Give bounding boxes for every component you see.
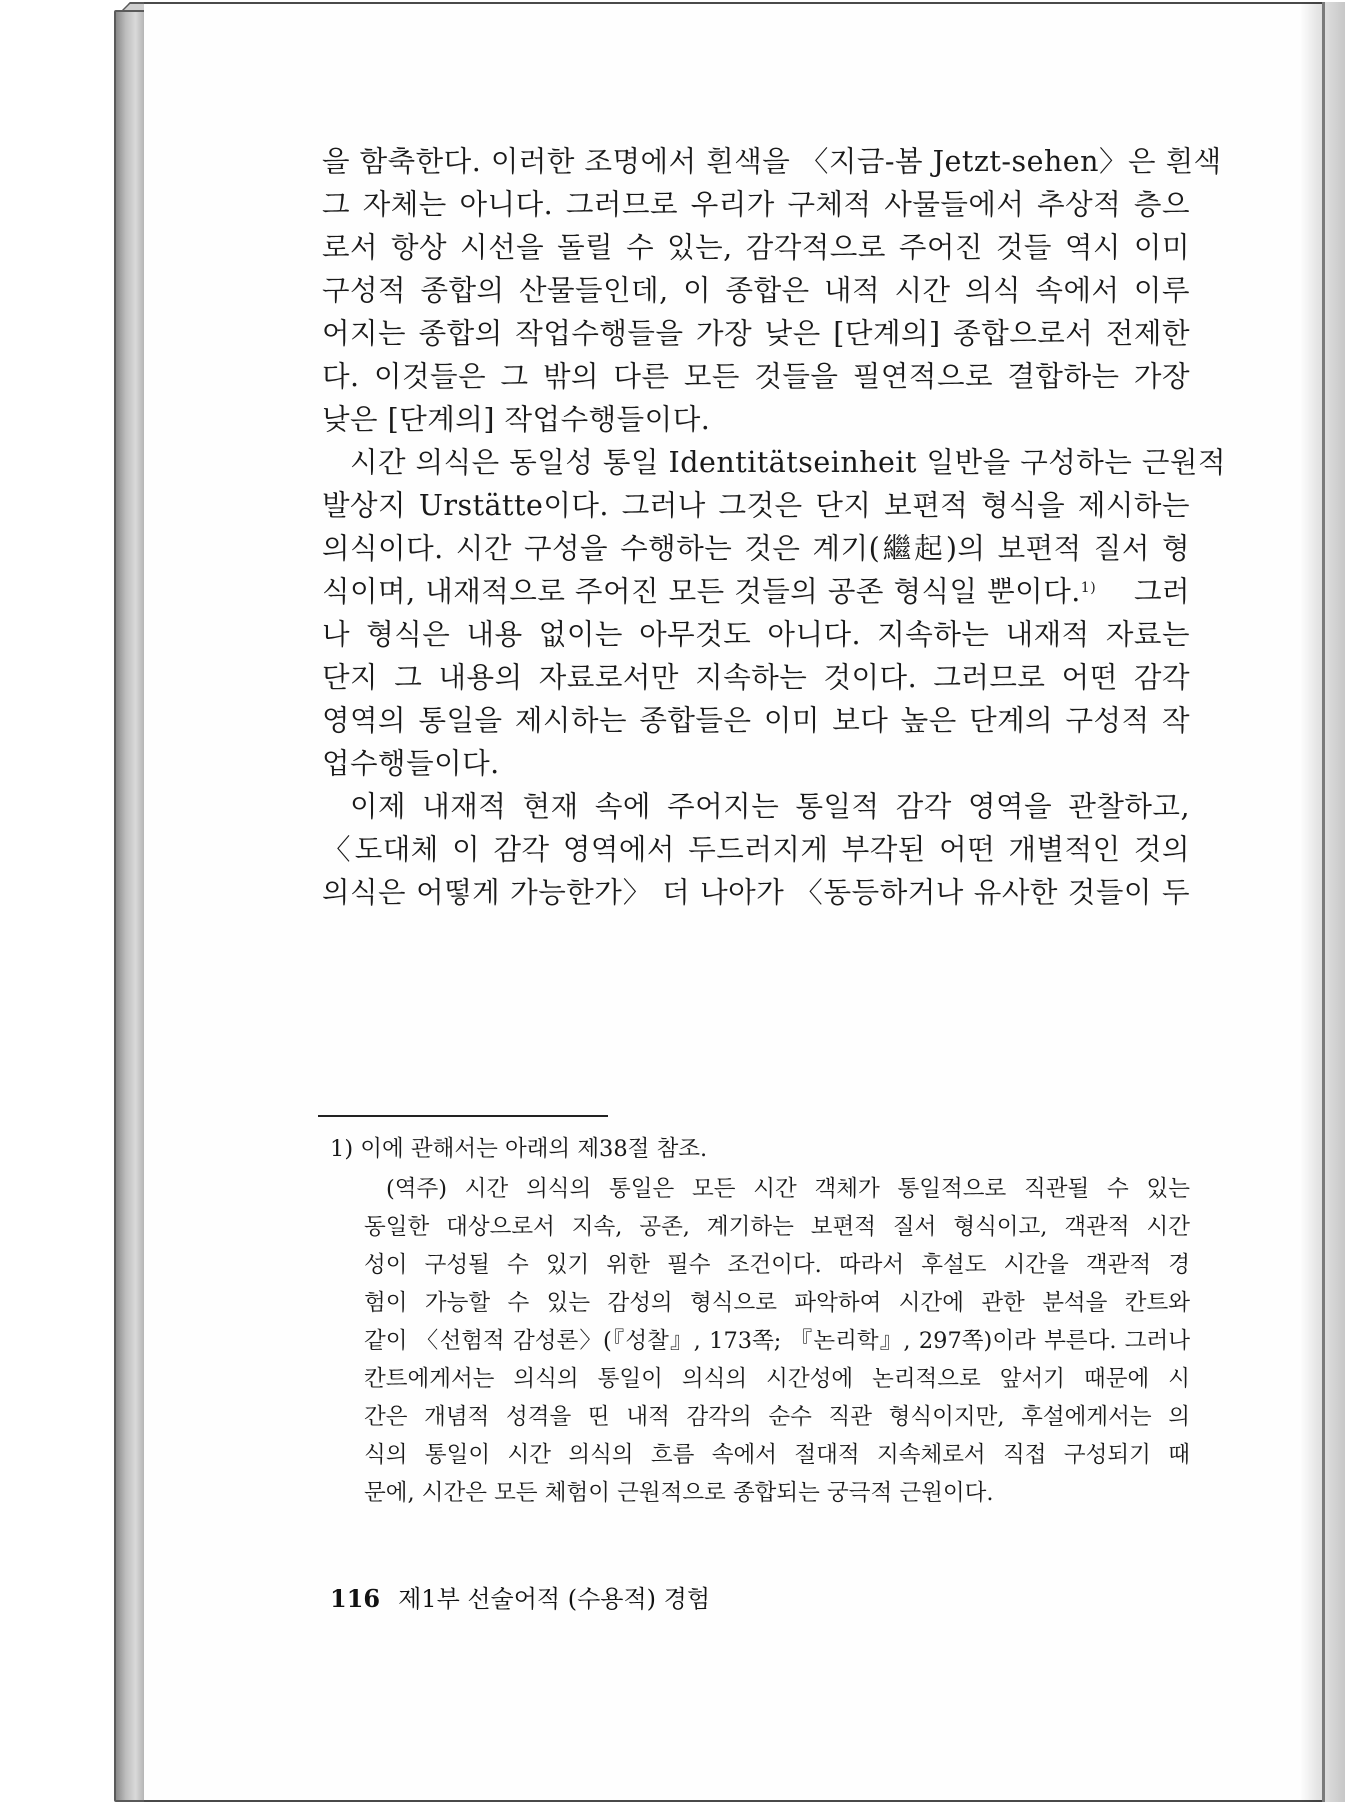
body-line: 을 함축한다. 이러한 조명에서 흰색을 〈지금-봄 Jetzt-sehen〉은 흰색 [322, 145, 1222, 178]
translator-note-line: 문에, 시간은 모든 체험이 근원적으로 종합되는 궁극적 근원이다. [364, 1480, 994, 1506]
body-line: 다. 이것들은 그 밖의 다른 모든 것들을 필연적으로 결합하는 가장 [322, 360, 1190, 393]
body-line: 발상지 Urstätte이다. 그러나 그것은 단지 보편적 형식을 제시하는 [322, 489, 1190, 522]
body-line: 어지는 종합의 작업수행들을 가장 낮은 [단계의] 종합으로서 전제한 [322, 317, 1190, 350]
body-line: 영역의 통일을 제시하는 종합들은 이미 보다 높은 단계의 구성적 작 [322, 704, 1190, 737]
translator-note-line: 식의 통일이 시간 의식의 흐름 속에서 절대적 지속체로서 직접 구성되기 때 [364, 1442, 1190, 1468]
footnote-rule [318, 1115, 608, 1117]
body-line: 나 형식은 내용 없이는 아무것도 아니다. 지속하는 내재적 자료는 [322, 618, 1190, 651]
translator-note-line: (역주) 시간 의식의 통일은 모든 시간 객체가 통일적으로 직관될 수 있는 [386, 1176, 1190, 1202]
translator-note-line: 간은 개념적 성격을 띤 내적 감각의 순수 직관 형식이지만, 후설에게서는 의 [364, 1404, 1190, 1430]
running-head: 제1부 선술어적 (수용적) 경험 [398, 1585, 711, 1613]
body-line-text: 식이며, 내재적으로 주어진 모든 것들의 공존 형식일 뿐이다. [322, 575, 1081, 608]
translator-note-line: 동일한 대상으로서 지속, 공존, 계기하는 보편적 질서 형식이고, 객관적 시간 [364, 1214, 1190, 1240]
book-spine [114, 10, 146, 1802]
body-line: 그 자체는 아니다. 그러므로 우리가 구체적 사물들에서 추상적 층으 [322, 188, 1190, 221]
translator-note-line: 성이 구성될 수 있기 위한 필수 조건이다. 따라서 후설도 시간을 객관적 경 [364, 1252, 1190, 1278]
body-line: 시간 의식은 동일성 통일 Identitätseinheit 일반을 구성하는 근원적 [350, 446, 1226, 479]
translator-note-line: 험이 가능할 수 있는 감성의 형식으로 파악하여 시간에 관한 분석을 칸트와 [364, 1290, 1190, 1316]
page-number: 116 [330, 1584, 381, 1613]
page-right-edge [1322, 2, 1325, 1802]
body-line: 단지 그 내용의 자료로서만 지속하는 것이다. 그러므로 어떤 감각 [322, 661, 1190, 694]
body-line: 로서 항상 시선을 돌릴 수 있는, 감각적으로 주어진 것들 역시 이미 [322, 231, 1190, 264]
body-line: 〈도대체 이 감각 영역에서 두드러지게 부각된 어떤 개별적인 것의 [322, 833, 1190, 866]
body-line: 업수행들이다. [322, 747, 500, 780]
translator-note-line: 칸트에게서는 의식의 통일이 의식의 시간성에 논리적으로 앞서기 때문에 시 [364, 1366, 1190, 1392]
body-line: 의식이다. 시간 구성을 수행하는 것은 계기(繼起)의 보편적 질서 형 [322, 532, 1190, 565]
body-line: 이제 내재적 현재 속에 주어지는 통일적 감각 영역을 관찰하고, [350, 790, 1190, 823]
translator-note-line: 같이 〈선험적 감성론〉(『성찰』, 173쪽; 『논리학』, 297쪽)이라 부른다. 그러나 [364, 1328, 1190, 1354]
footnote-1: 1) 이에 관해서는 아래의 제38절 참조. [330, 1136, 708, 1162]
body-line-tail: 그러 [1133, 575, 1190, 608]
body-line: 의식은 어떻게 가능한가〉 더 나아가 〈동등하거나 유사한 것들이 두 [322, 876, 1190, 909]
body-line: 낮은 [단계의] 작업수행들이다. [322, 403, 711, 436]
body-line-with-footnote [322, 570, 1190, 614]
footnote-marker[interactable]: 1) [1080, 580, 1097, 596]
body-line: 구성적 종합의 산물들인데, 이 종합은 내적 시간 의식 속에서 이루 [322, 274, 1190, 307]
page-footer [330, 1582, 710, 1616]
